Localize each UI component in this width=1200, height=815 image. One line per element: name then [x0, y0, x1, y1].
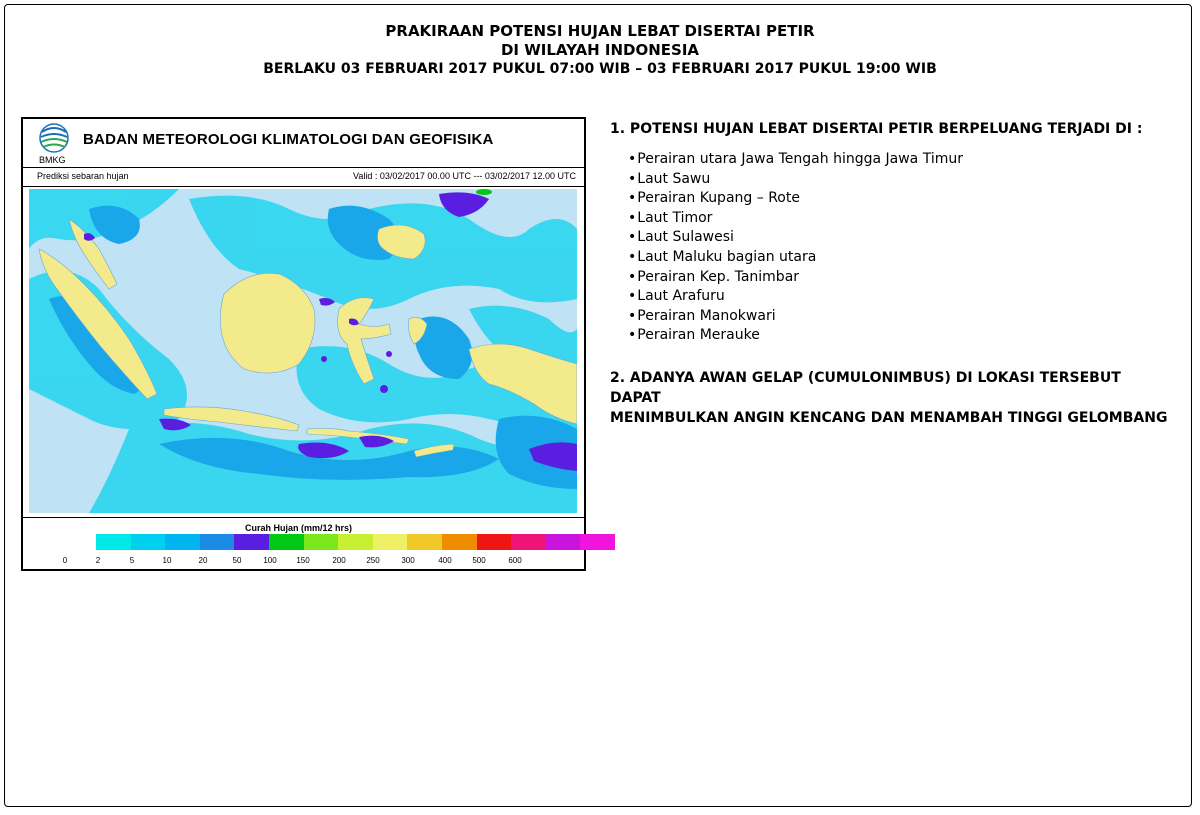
legend-swatch	[96, 534, 131, 550]
legend-tick-label: 600	[508, 556, 522, 565]
legend-swatch	[338, 534, 373, 550]
forecast-map-panel	[21, 117, 586, 571]
legend-tick-label: 250	[366, 556, 380, 565]
legend-swatch	[407, 534, 442, 550]
legend-swatch	[165, 534, 200, 550]
map-subtitle: Prediksi sebaran hujan	[37, 171, 129, 181]
legend-tick-label: 10	[162, 556, 172, 565]
location-list	[610, 150, 1170, 346]
location-item: • Laut Timor	[628, 209, 1170, 229]
legend-title: Curah Hujan (mm/12 hrs)	[245, 523, 353, 533]
map-subheader	[23, 167, 584, 187]
legend-swatch	[234, 534, 269, 550]
legend-ticks	[23, 556, 584, 568]
location-item: • Laut Arafuru	[628, 287, 1170, 307]
rainfall-map	[29, 189, 577, 513]
legend-color-bar	[96, 534, 615, 550]
info-heading-2-line2: MENIMBULKAN ANGIN KENCANG DAN MENAMBAH TINGGI GELOMBANG	[610, 409, 1168, 426]
legend-tick-label: 100	[263, 556, 277, 565]
legend-swatch	[373, 534, 408, 550]
location-item: • Laut Sawu	[628, 170, 1170, 190]
location-item: • Perairan Manokwari	[628, 307, 1170, 327]
legend-swatch	[511, 534, 546, 550]
legend-tick-label: 0	[62, 556, 68, 565]
legend-swatch	[131, 534, 166, 550]
info-panel	[610, 119, 1170, 428]
legend-tick-label: 400	[438, 556, 452, 565]
page-title: PRAKIRAAN POTENSI HUJAN LEBAT DISERTAI PETIR	[385, 22, 815, 40]
location-item: • Perairan Kep. Tanimbar	[628, 268, 1170, 288]
land-kalimantan	[220, 273, 315, 373]
location-item: • Laut Maluku bagian utara	[628, 248, 1170, 268]
legend-tick-label: 500	[472, 556, 486, 565]
location-item: • Perairan utara Jawa Tengah hingga Jawa Timur	[628, 150, 1170, 170]
location-item: • Laut Sulawesi	[628, 228, 1170, 248]
logo-label: BMKG	[39, 155, 66, 165]
legend-swatch	[304, 534, 339, 550]
legend-tick-label: 2	[95, 556, 101, 565]
legend-swatch	[546, 534, 581, 550]
legend-tick-label: 150	[296, 556, 310, 565]
legend-tick-label: 5	[129, 556, 135, 565]
info-heading-1: 1. POTENSI HUJAN LEBAT DISERTAI PETIR BERPELUANG TERJADI DI :	[610, 121, 1143, 137]
legend-tick-label: 50	[232, 556, 242, 565]
legend-swatch	[580, 534, 615, 550]
legend-tick-label: 300	[401, 556, 415, 565]
info-heading-2	[610, 368, 1170, 428]
legend-swatch	[200, 534, 235, 550]
page-header	[0, 22, 1200, 79]
info-heading-2-line1: 2. ADANYA AWAN GELAP (CUMULONIMBUS) DI LOKASI TERSEBUT DAPAT	[610, 369, 1121, 406]
rainfall-legend	[23, 517, 584, 570]
legend-swatch	[477, 534, 512, 550]
legend-tick-label: 200	[332, 556, 346, 565]
map-header	[23, 119, 584, 168]
legend-swatch	[269, 534, 304, 550]
legend-tick-label: 20	[198, 556, 208, 565]
validity-period: BERLAKU 03 FEBRUARI 2017 PUKUL 07:00 WIB – 03 FEBRUARI 2017 PUKUL 19:00 WIB	[263, 61, 937, 77]
organization-name: BADAN METEOROLOGI KLIMATOLOGI DAN GEOFISIKA	[83, 131, 494, 148]
legend-swatch	[442, 534, 477, 550]
location-item: • Perairan Kupang – Rote	[628, 189, 1170, 209]
map-valid-time: Valid : 03/02/2017 00.00 UTC --- 03/02/2017 12.00 UTC	[353, 171, 576, 181]
page-title-region: DI WILAYAH INDONESIA	[500, 41, 700, 59]
location-item: • Perairan Merauke	[628, 326, 1170, 346]
rain-very-heavy-spot	[476, 189, 492, 195]
